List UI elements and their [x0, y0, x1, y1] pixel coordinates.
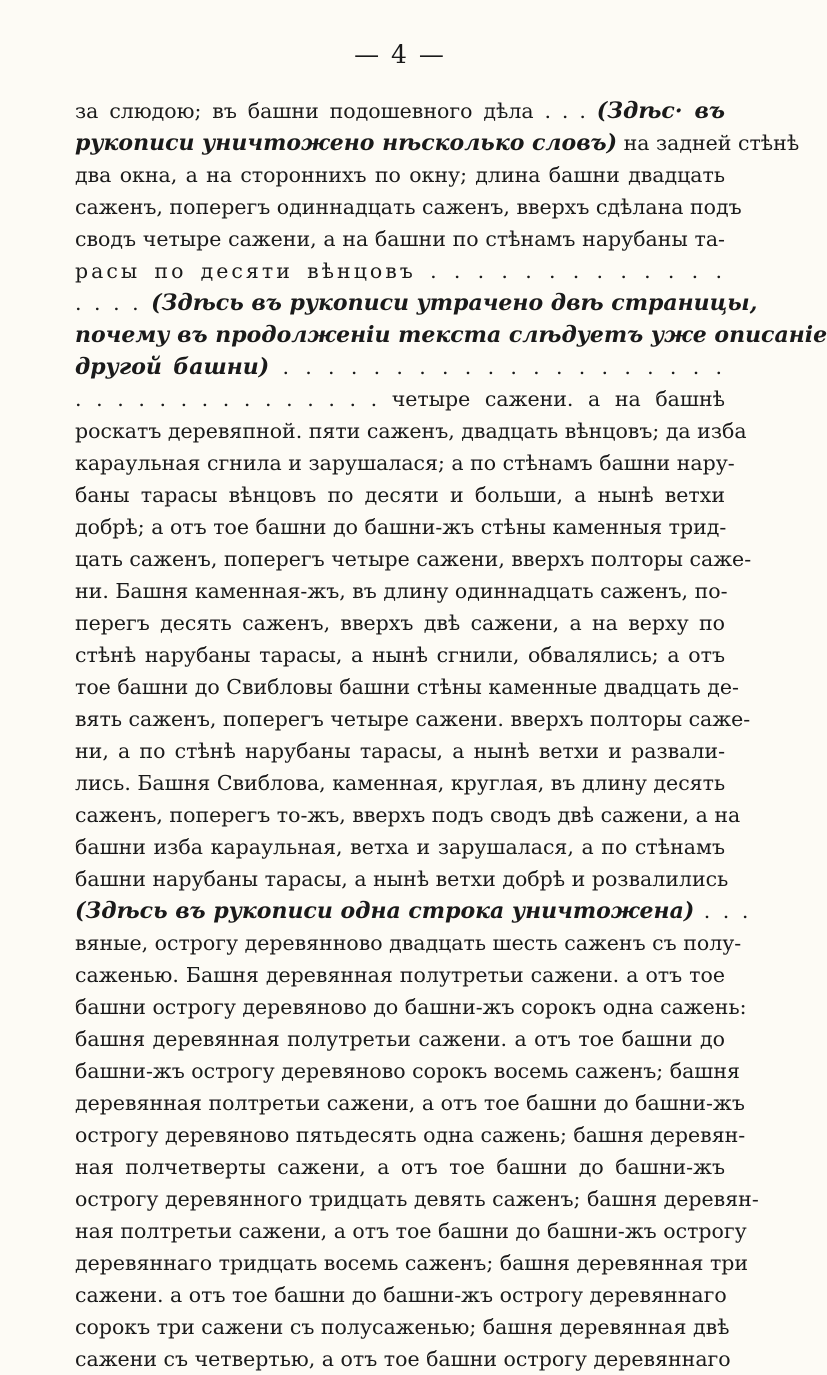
- text-line: стѣнѣ нарубаны тарасы, а нынѣ сгнили, обвалялись; а отъ: [75, 643, 725, 667]
- editorial-note: (Здѣсь въ рукописи утрачено двѣ страницы,: [151, 290, 758, 316]
- text-line: сажени. а отъ тое башни до башни-жъ острогу деревяннаго: [75, 1283, 727, 1307]
- editorial-note: рукописи уничтожено нѣсколько словъ): [75, 130, 618, 156]
- text-line: добрѣ; а отъ тое башни до башни-жъ стѣны каменныя трид-: [75, 515, 727, 539]
- text-line: сажени съ четвертью, а отъ тое башни острогу деревяннаго: [75, 1347, 731, 1371]
- text-line: башни острогу деревяново до башни-жъ сорокъ одна сажень:: [75, 995, 747, 1019]
- text-line: саженъ, поперегъ то-жъ, вверхъ подъ сводъ двѣ сажени, а на: [75, 803, 741, 827]
- text-line: [75, 95, 725, 127]
- text-line: саженью. Башня деревянная полутретьи сажени. а отъ тое: [75, 963, 725, 987]
- text-line: башни-жъ острогу деревяново сорокъ восемь саженъ; башня: [75, 1059, 740, 1083]
- body-text: [75, 95, 827, 1375]
- text-line: башни изба караульная, ветха и зарушалася, а по стѣнамъ: [75, 835, 725, 859]
- text-segment: за слюдою; въ башни подошевного дѣла . . .: [75, 99, 597, 123]
- text-line: [75, 287, 758, 319]
- text-segment: . . . .: [75, 291, 152, 315]
- text-line: острогу деревянного тридцать девять саженъ; башня деревян-: [75, 1187, 759, 1211]
- text-line: роскатъ деревяпной. пяти саженъ, двадцать вѣнцовъ; да изба: [75, 419, 747, 443]
- editorial-note: (Здѣсь въ рукописи одна строка уничтожена): [75, 898, 695, 924]
- text-line: острогу деревяново пятьдесять одна сажень; башня деревян-: [75, 1123, 746, 1147]
- text-line: баны тарасы вѣнцовъ по десяти и больши, а нынѣ ветхи: [75, 483, 725, 507]
- text-line: ная полчетверты сажени, а отъ тое башни до башни-жъ: [75, 1155, 725, 1179]
- text-line: расы по десяти вѣнцовъ . . . . . . . . . . . . .: [75, 259, 725, 283]
- page-number: — 4 —: [354, 40, 446, 69]
- text-segment: на задней стѣнѣ: [617, 131, 800, 155]
- text-line: башни нарубаны тарасы, а нынѣ ветхи добрѣ и розвалились: [75, 867, 729, 891]
- text-line: лись. Башня Свиблова, каменная, круглая, въ длину десять: [75, 771, 726, 795]
- text-line: сорокъ три сажени съ полусаженью; башня деревянная двѣ: [75, 1315, 730, 1339]
- text-line: [75, 895, 752, 927]
- text-line: [75, 351, 725, 383]
- text-line: саженъ, поперегъ одиннадцать саженъ, вверхъ сдѣлана подъ: [75, 195, 742, 219]
- text-line: два окна, а на стороннихъ по окну; длина башни двадцать: [75, 163, 725, 187]
- text-line: цать саженъ, поперегъ четыре сажени, вверхъ полторы саже-: [75, 547, 752, 571]
- text-segment: . . .: [694, 899, 752, 923]
- text-segment: . . . . . . . . . . . . . . . . . . . .: [269, 355, 726, 379]
- text-line: ная полтретьи сажени, а отъ тое башни до башни-жъ острогу: [75, 1219, 747, 1243]
- text-line: [75, 127, 800, 159]
- text-line: вяные, острогу деревянново двадцать шесть саженъ съ полу-: [75, 931, 742, 955]
- text-line: . . . . . . . . . . . . . . . четыре сажени. а на башнѣ: [75, 387, 725, 411]
- text-line: ни, а по стѣнѣ нарубаны тарасы, а нынѣ ветхи и развали-: [75, 739, 725, 763]
- editorial-note: другой башни): [75, 354, 270, 380]
- text-line: деревяннаго тридцать восемь саженъ; башня деревянная три: [75, 1251, 749, 1275]
- text-line: деревянная полтретьи сажени, а отъ тое башни до башни-жъ: [75, 1091, 745, 1115]
- text-line: ни. Башня каменная-жъ, въ длину одиннадцать саженъ, по-: [75, 579, 728, 603]
- editorial-note-line: почему въ продолженіи текста слѣдуетъ уже описаніе: [75, 322, 827, 348]
- text-line: караульная сгнила и зарушалася; а по стѣнамъ башни нару-: [75, 451, 735, 475]
- text-line: башня деревянная полутретьи сажени. а отъ тое башни до: [75, 1027, 725, 1051]
- text-line: вять саженъ, поперегъ четыре сажени. вверхъ полторы саже-: [75, 707, 751, 731]
- text-line: тое башни до Свибловы башни стѣны каменные двадцать де-: [75, 675, 739, 699]
- text-line: сводъ четыре сажени, а на башни по стѣнамъ нарубаны та-: [75, 227, 725, 251]
- editorial-note: (Здѣс· въ: [596, 98, 725, 124]
- text-line: перегъ десять саженъ, вверхъ двѣ сажени, а на верху по: [75, 611, 725, 635]
